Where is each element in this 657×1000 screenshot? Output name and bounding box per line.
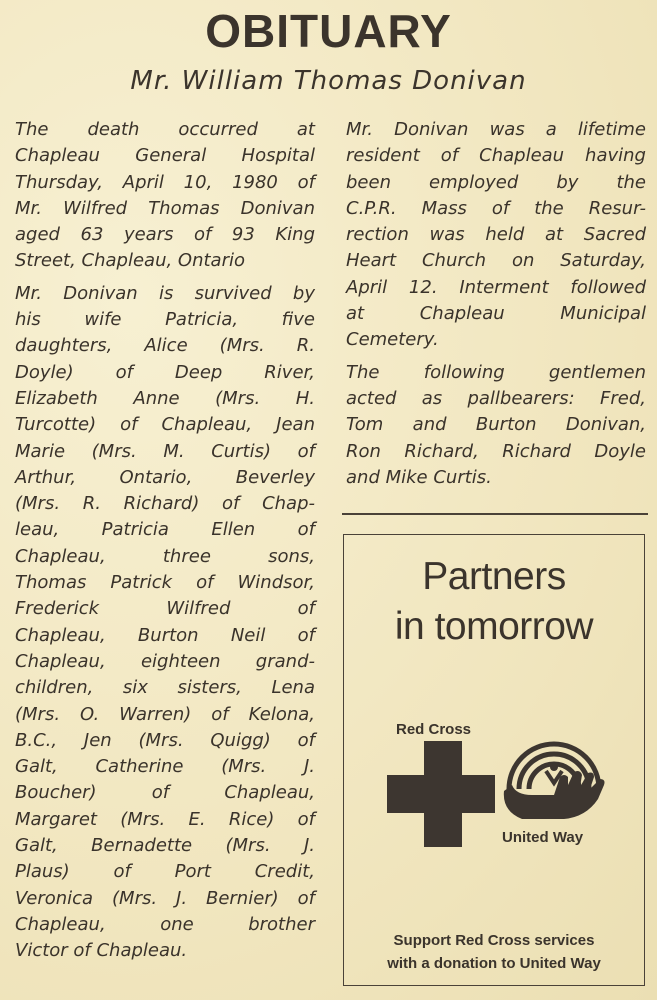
- text-line: Doyle) of Deep River,: [15, 361, 315, 383]
- advertisement-box: [343, 534, 645, 986]
- text-line: Chapleau, one brother: [15, 913, 315, 935]
- united-way-label: United Way: [502, 829, 584, 846]
- text-line: Mr. Donivan is survived by: [15, 282, 315, 304]
- text-line: Thursday, April 10, 1980 of: [15, 171, 315, 193]
- text-line: Tom and Burton Donivan,: [346, 414, 646, 436]
- right-column: [346, 117, 646, 497]
- text-line: Street, Chapleau, Ontario: [15, 250, 246, 272]
- text-line: Victor of Chapleau.: [15, 940, 188, 962]
- paragraph: [15, 281, 315, 965]
- text-line: Heart Church on Saturday,: [346, 250, 646, 272]
- text-line: Marie (Mrs. M. Curtis) of: [15, 440, 315, 462]
- text-line: Arthur, Ontario, Beverley: [15, 466, 315, 488]
- text-line: been employed by the: [346, 171, 646, 193]
- text-line: Thomas Patrick of Windsor,: [15, 572, 315, 594]
- text-line: Galt, Bernadette (Mrs. J.: [15, 835, 315, 857]
- text-line: Mr. Donivan was a lifetime: [346, 119, 646, 140]
- paragraph: [346, 360, 646, 491]
- text-line: his wife Patricia, five: [15, 309, 315, 331]
- text-line: Chapleau, eighteen grand-: [15, 650, 315, 672]
- text-line: leau, Patricia Ellen of: [15, 519, 315, 541]
- text-line: Plaus) of Port Credit,: [15, 861, 315, 883]
- text-line: (Mrs. R. Richard) of Chap-: [15, 493, 315, 515]
- united-way-logo-icon: [494, 719, 614, 829]
- text-line: Chapleau, Burton Neil of: [15, 624, 315, 646]
- text-line: The death occurred at: [15, 119, 315, 140]
- text-line: April 12. Interment followed: [346, 276, 646, 298]
- text-line: C.P.R. Mass of the Resur-: [346, 197, 646, 219]
- paragraph: [15, 117, 315, 275]
- text-line: Mr. Wilfred Thomas Donivan: [15, 197, 315, 219]
- ad-footer-line-1: Support Red Cross services: [393, 932, 595, 949]
- text-line: Cemetery.: [346, 329, 439, 351]
- text-line: Galt, Catherine (Mrs. J.: [15, 756, 315, 778]
- text-line: Boucher) of Chapleau,: [15, 782, 315, 804]
- text-line: Frederick Wilfred of: [15, 598, 315, 620]
- ad-title-line-2: in tomorrow: [394, 605, 594, 648]
- red-cross-label: Red Cross: [396, 721, 472, 738]
- text-line: and Mike Curtis.: [346, 466, 492, 488]
- text-line: Chapleau General Hospital: [15, 145, 315, 167]
- text-line: Elizabeth Anne (Mrs. H.: [15, 387, 315, 409]
- paragraph: [346, 117, 646, 354]
- ad-footer-line-2: with a donation to United Way: [387, 955, 601, 972]
- text-line: acted as pallbearers: Fred,: [346, 387, 646, 409]
- text-line: Ron Richard, Richard Doyle: [346, 440, 646, 462]
- text-line: Veronica (Mrs. J. Bernier) of: [15, 887, 315, 909]
- text-line: (Mrs. O. Warren) of Kelona,: [15, 703, 315, 725]
- text-line: B.C., Jen (Mrs. Quigg) of: [15, 729, 315, 751]
- text-line: at Chapleau Municipal: [346, 303, 646, 325]
- text-line: rection was held at Sacred: [346, 224, 646, 246]
- text-line: aged 63 years of 93 King: [15, 224, 315, 246]
- text-line: Turcotte) of Chapleau, Jean: [15, 414, 315, 436]
- headline: OBITUARY: [205, 5, 452, 57]
- text-line: daughters, Alice (Mrs. R.: [15, 335, 315, 357]
- column-divider-rule: [342, 513, 648, 515]
- text-line: children, six sisters, Lena: [15, 677, 315, 699]
- text-line: Chapleau, three sons,: [15, 545, 315, 567]
- obituary-subject-name: Mr. William Thomas Donivan: [130, 66, 527, 96]
- ad-title-line-1: Partners: [422, 555, 566, 598]
- text-line: The following gentlemen: [346, 361, 646, 383]
- cross-horizontal-bar: [387, 775, 495, 813]
- text-line: Margaret (Mrs. E. Rice) of: [15, 808, 315, 830]
- text-line: resident of Chapleau having: [346, 145, 646, 167]
- left-column: [15, 117, 315, 971]
